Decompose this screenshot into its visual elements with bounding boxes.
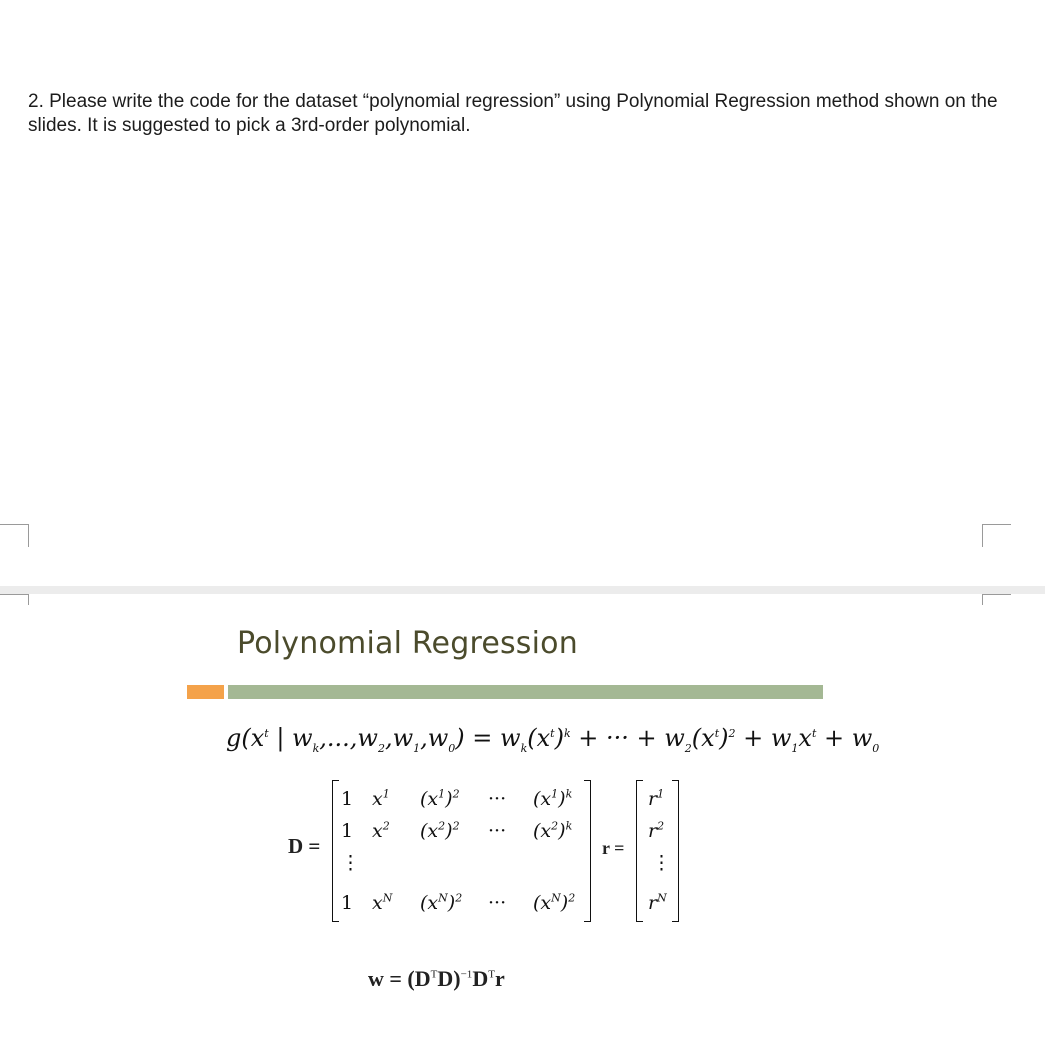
cell-base: x (372, 892, 383, 914)
matrix-d-cell: 1 (341, 892, 354, 914)
eq-sup: T (430, 968, 438, 981)
matrix-d-vdots: ⋮ (341, 852, 360, 874)
eq-sup: t (264, 727, 269, 740)
cell-sup: 1 (551, 787, 559, 801)
cell-sup: 2 (438, 819, 446, 833)
page-corner-mark-left (0, 524, 29, 547)
eq-sup: −1 (460, 968, 473, 981)
eq-sup: T (488, 968, 495, 981)
matrix-d-cell: ··· (488, 820, 507, 842)
vector-r-cell (648, 820, 664, 842)
cell-pow: k (565, 787, 573, 801)
matrix-d-cell: $(x^N)^2$ (533, 891, 576, 914)
vector-r-label: r = (602, 838, 625, 858)
cell-pow: 2 (452, 787, 460, 801)
cell-base: r (648, 820, 658, 842)
vector-r-cell (648, 892, 667, 914)
matrix-d-cell: $(x^2)^k$ (533, 819, 573, 842)
eq-sub: 1 (791, 741, 799, 755)
eq-part: ,...,w (319, 724, 378, 752)
eq-sub: 0 (872, 741, 880, 755)
eq-part: + w (735, 724, 792, 752)
matrix-d-label: D = (288, 834, 321, 858)
eq-sup: t (811, 727, 817, 740)
eq-part: + ··· + w (570, 724, 685, 752)
cell-base: (x (533, 788, 552, 810)
cell-sup: 2 (551, 819, 559, 833)
cell-sup: N (382, 891, 393, 905)
cell-pow: 2 (568, 891, 576, 905)
matrix-d-cell: ··· (488, 788, 507, 810)
cell-base: x (372, 820, 383, 842)
eq-part: r (494, 966, 505, 991)
vector-r-right-bracket (672, 780, 679, 922)
eq-part: D (472, 966, 489, 991)
matrix-d-cell (372, 892, 392, 914)
eq-part: ) = w (455, 724, 521, 752)
eq-sup: t (550, 727, 555, 740)
eq-sub: 2 (684, 741, 692, 755)
cell-sup: 2 (382, 819, 390, 833)
matrix-d-cell: $(x^1)^2$ (420, 787, 460, 810)
vector-r-cell (648, 788, 664, 810)
slide-title: Polynomial Regression (237, 626, 578, 661)
matrix-d-cell: $(x^2)^2$ (420, 819, 460, 842)
matrix-d-right-bracket (584, 780, 591, 922)
cell-sup: 1 (438, 787, 446, 801)
cell-sup: N (657, 891, 667, 905)
eq-part: g(x (226, 724, 265, 752)
page-corner-mark-left-lower (0, 594, 29, 605)
matrix-d-cell: $(x^1)^k$ (533, 787, 573, 810)
page-separator (0, 586, 1045, 594)
cell-base: (x (420, 892, 439, 914)
cell-base: (x (420, 788, 439, 810)
question-text: 2. Please write the code for the dataset “polynomial regression” using Polynomial Regression method shown on the slides. It is suggested to pick a 3rd-order polynomial. (28, 91, 998, 136)
cell-sup: N (551, 891, 561, 905)
matrix-d-cell: 1 (341, 820, 354, 842)
eq-part: + w (816, 724, 873, 752)
vector-r-vdots: ⋮ (652, 852, 671, 874)
page-corner-mark-right-lower (982, 594, 1011, 605)
eq-part: | w (268, 724, 313, 752)
cell-base: r (648, 788, 658, 810)
eq-part: (x (527, 724, 551, 752)
eq-sub: 2 (377, 741, 385, 755)
cell-base: (x (533, 892, 552, 914)
eq-sub: 1 (413, 741, 421, 755)
matrix-d-cell: ··· (488, 892, 507, 914)
polynomial-equation (226, 724, 880, 755)
cell-base: r (648, 892, 658, 914)
eq-part: ) (719, 724, 729, 752)
eq-sub: k (312, 741, 320, 755)
cell-base: (x (533, 820, 552, 842)
matrix-d-cell (372, 788, 390, 810)
matrix-d-cell: $(x^N)^2$ (420, 891, 463, 914)
cell-base: x (372, 788, 383, 810)
cell-sup: 1 (657, 787, 665, 801)
eq-part: (x (691, 724, 715, 752)
page-corner-mark-right (982, 524, 1011, 547)
slide-accent-bar-green (228, 685, 823, 699)
weights-equation (368, 966, 505, 992)
eq-sub: k (520, 741, 528, 755)
eq-part: ) (554, 724, 564, 752)
vector-r-left-bracket (636, 780, 643, 922)
matrix-d-cell (372, 820, 390, 842)
cell-pow: k (565, 819, 573, 833)
eq-part: ,w (420, 724, 449, 752)
slide-accent-bar-orange (187, 685, 224, 699)
matrix-d-left-bracket (332, 780, 339, 922)
cell-base: (x (420, 820, 439, 842)
eq-part: D) (437, 966, 461, 991)
cell-pow: 2 (452, 819, 460, 833)
eq-part: x (798, 724, 812, 752)
eq-part: ,w (384, 724, 414, 752)
eq-sub: 0 (448, 741, 456, 755)
eq-sup: k (563, 727, 571, 740)
cell-pow: 2 (455, 891, 463, 905)
cell-sup: N (438, 891, 448, 905)
eq-sup: 2 (728, 727, 736, 740)
eq-part: w = (D (368, 966, 431, 991)
eq-sup: t (714, 727, 720, 740)
matrix-d-cell: 1 (341, 788, 354, 810)
cell-sup: 1 (382, 787, 390, 801)
cell-sup: 2 (657, 819, 665, 833)
